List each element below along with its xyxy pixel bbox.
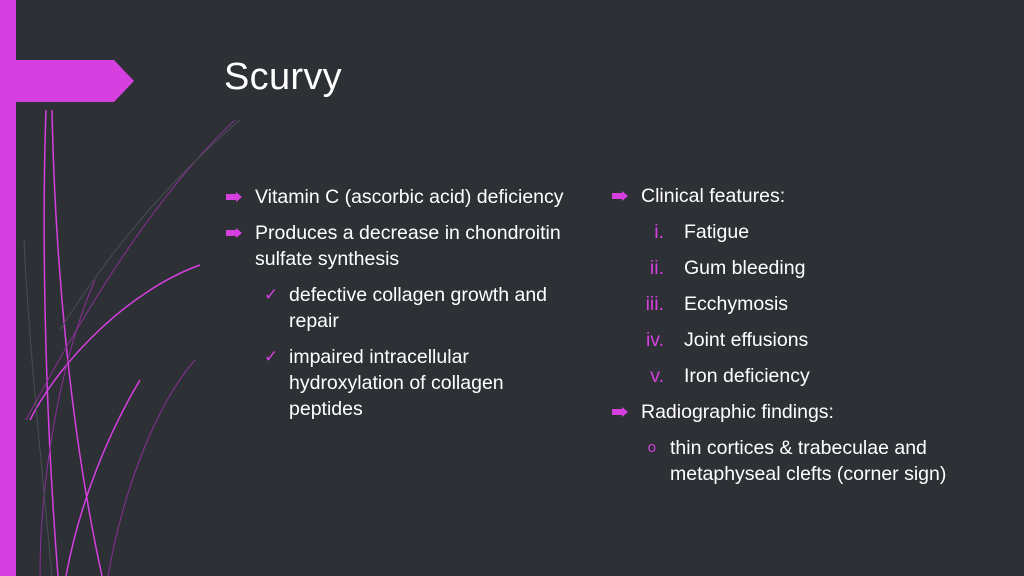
bullet-text: Produces a decrease in chondroitin sulfate synthesis bbox=[255, 222, 561, 270]
list-item-text: Fatigue bbox=[684, 221, 750, 243]
bullet-clinical-features bbox=[612, 183, 972, 209]
decor-line bbox=[66, 380, 140, 576]
decor-line-faint bbox=[108, 360, 195, 576]
left-column bbox=[226, 184, 576, 432]
list-item-fatigue bbox=[612, 219, 972, 245]
arrow-bullet-icon bbox=[226, 228, 242, 238]
arrow-bullet-icon bbox=[612, 191, 628, 201]
bullet-text: Clinical features: bbox=[641, 185, 786, 207]
roman-numeral: iii. bbox=[645, 293, 664, 315]
list-item-joint-effusions bbox=[612, 327, 972, 353]
sub-bullet-collagen-growth bbox=[226, 282, 576, 334]
right-column bbox=[612, 183, 972, 497]
decor-line bbox=[52, 110, 102, 576]
title-arrow-shape bbox=[0, 60, 134, 102]
list-item-ecchymosis bbox=[612, 291, 972, 317]
list-item-iron-deficiency bbox=[612, 363, 972, 389]
list-item-text: Joint effusions bbox=[684, 329, 809, 351]
bullet-text: Radiographic findings: bbox=[641, 401, 834, 423]
roman-numeral: v. bbox=[650, 365, 664, 387]
list-item-text: Gum bleeding bbox=[684, 257, 806, 279]
list-item-corner-sign bbox=[612, 435, 972, 487]
bullet-radiographic-findings bbox=[612, 399, 972, 425]
sub-bullet-hydroxylation bbox=[226, 344, 576, 422]
decor-line bbox=[30, 265, 200, 420]
decor-line bbox=[44, 110, 58, 576]
check-bullet-icon: ✓ bbox=[264, 285, 279, 305]
sub-bullet-text: impaired intracellular hydroxylation of collagen peptides bbox=[289, 346, 504, 420]
bullet-vitamin-c bbox=[226, 184, 576, 210]
roman-numeral: i. bbox=[654, 221, 664, 243]
list-item-gum-bleeding bbox=[612, 255, 972, 281]
sub-bullet-text: defective collagen growth and repair bbox=[289, 284, 548, 332]
bullet-chondroitin bbox=[226, 220, 576, 272]
circle-bullet-icon: o bbox=[647, 439, 656, 456]
list-item-text: Iron deficiency bbox=[684, 365, 810, 387]
arrow-bullet-icon bbox=[226, 192, 242, 202]
arrow-bullet-icon bbox=[612, 407, 628, 417]
list-item-text: thin cortices & trabeculae and metaphyseal clefts (corner sign) bbox=[670, 437, 947, 485]
bullet-text: Vitamin C (ascorbic acid) deficiency bbox=[255, 186, 564, 208]
list-item-text: Ecchymosis bbox=[684, 293, 789, 315]
check-bullet-icon: ✓ bbox=[264, 347, 279, 367]
slide-title: Scurvy bbox=[224, 56, 342, 98]
decor-line-faint bbox=[26, 120, 235, 420]
roman-numeral: iv. bbox=[645, 329, 664, 351]
roman-numeral: ii. bbox=[649, 257, 664, 279]
